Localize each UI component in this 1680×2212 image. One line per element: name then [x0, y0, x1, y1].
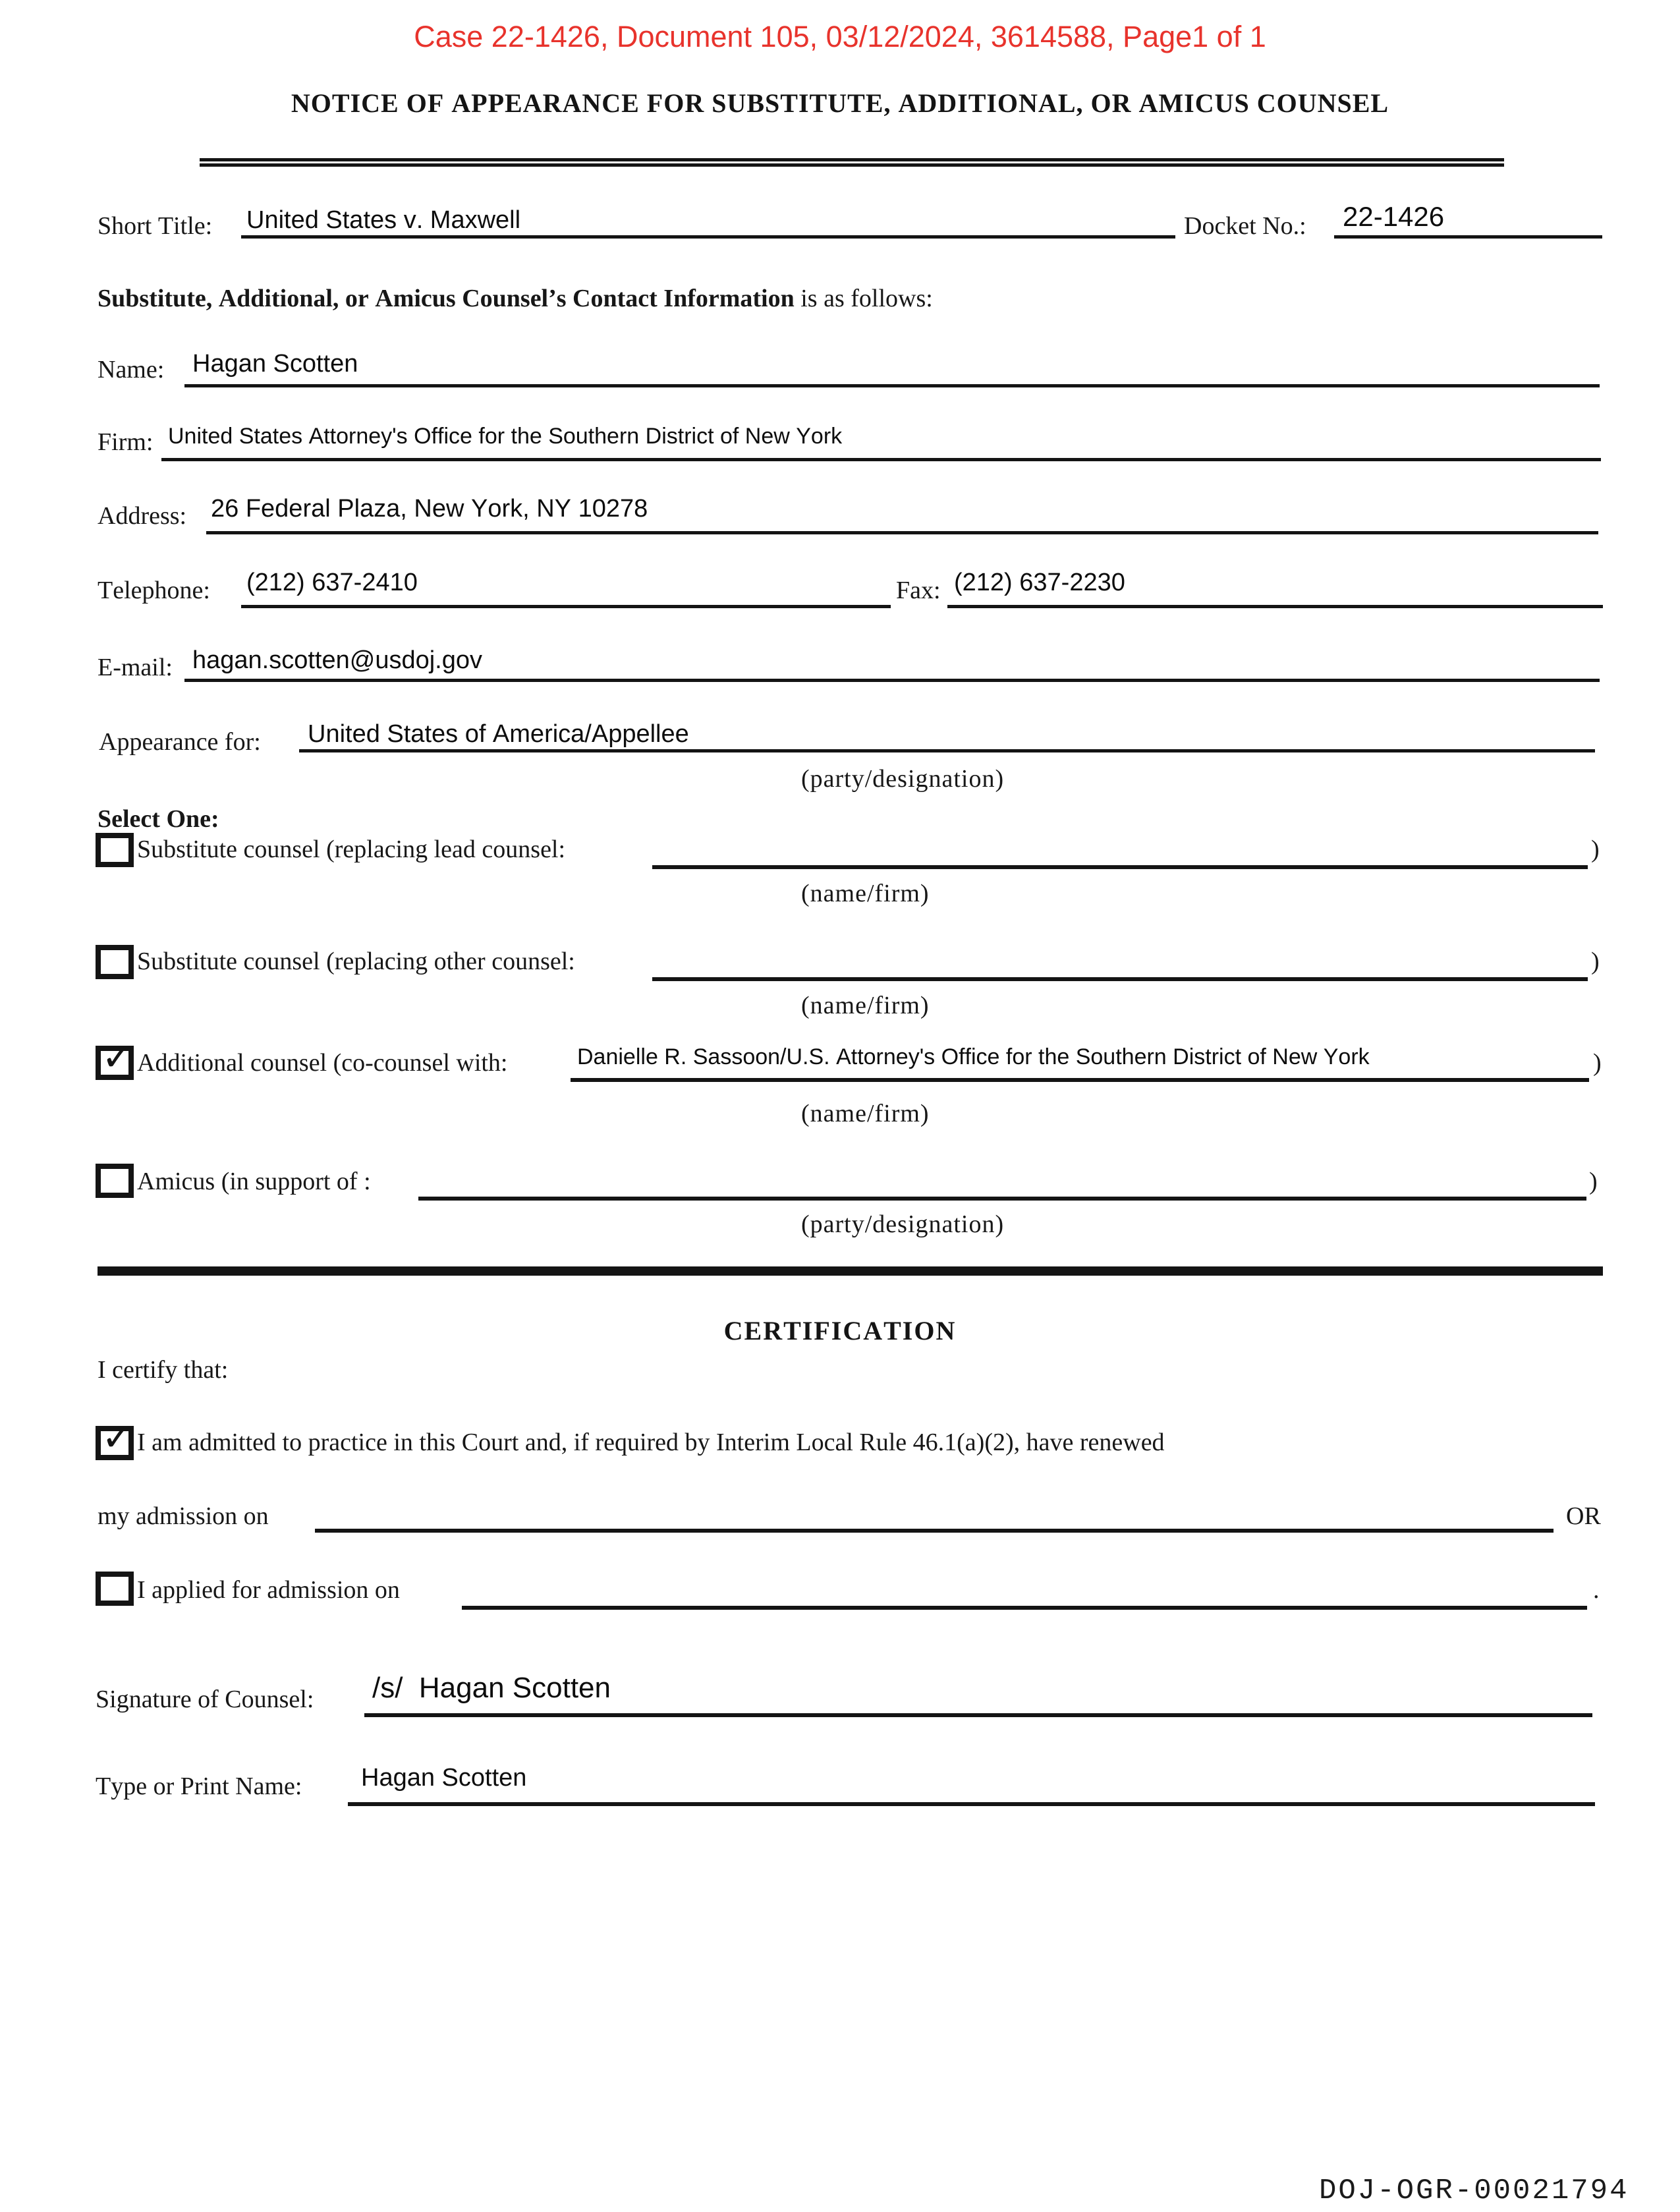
address-line[interactable]: [206, 531, 1598, 534]
name-value[interactable]: Hagan Scotten: [192, 350, 358, 378]
check-icon: ✓: [101, 1415, 134, 1460]
name-label: Name:: [98, 356, 165, 383]
certification-heading: CERTIFICATION: [723, 1316, 957, 1346]
section-rule: [98, 1266, 1603, 1276]
applied-label: I applied for admission on: [137, 1576, 400, 1604]
additional-counsel-label: Additional counsel (co-counsel with:: [137, 1049, 508, 1077]
address-value[interactable]: 26 Federal Plaza, New York, NY 10278: [211, 495, 648, 523]
email-label: E-mail:: [98, 654, 173, 681]
additional-counsel-line[interactable]: [571, 1078, 1589, 1082]
docket-line[interactable]: [1334, 235, 1602, 239]
name-line[interactable]: [184, 384, 1600, 387]
firm-value[interactable]: United States Attorney's Office for the Southern District of New York: [168, 424, 843, 449]
substitute-other-label: Substitute counsel (replacing other counsel:: [137, 948, 575, 975]
amicus-line[interactable]: [418, 1197, 1586, 1201]
substitute-lead-line[interactable]: [652, 865, 1588, 869]
substitute-other-line[interactable]: [652, 977, 1588, 981]
appearance-label: Appearance for:: [99, 728, 261, 756]
amicus-label: Amicus (in support of :: [137, 1168, 371, 1195]
contact-heading-bold: Substitute, Additional, or Amicus Counsel’s Contact Information: [98, 285, 795, 312]
telephone-value[interactable]: (212) 637-2410: [246, 569, 418, 596]
bates-number: DOJ-OGR-00021794: [1319, 2174, 1629, 2207]
print-name-value[interactable]: Hagan Scotten: [361, 1764, 527, 1792]
substitute-lead-checkbox[interactable]: [96, 833, 134, 867]
signature-label: Signature of Counsel:: [96, 1686, 314, 1713]
firm-label: Firm:: [98, 428, 154, 456]
page-title: NOTICE OF APPEARANCE FOR SUBSTITUTE, ADDITIONAL, OR AMICUS COUNSEL: [291, 88, 1389, 118]
admitted-text: I am admitted to practice in this Court and, if required by Interim Local Rule 46.1(a)(2), have renewed: [137, 1429, 1165, 1456]
name-firm-caption-3: (name/firm): [801, 1100, 930, 1127]
double-rule: [200, 158, 1504, 167]
select-one-heading: Select One:: [98, 805, 219, 833]
substitute-lead-close-paren: ): [1591, 836, 1600, 863]
fax-value[interactable]: (212) 637-2230: [954, 569, 1125, 596]
or-label: OR: [1566, 1502, 1601, 1530]
my-admission-line[interactable]: [315, 1529, 1554, 1533]
certify-intro: I certify that:: [98, 1356, 229, 1384]
short-title-label: Short Title:: [98, 212, 213, 240]
contact-heading-rest: is as follows:: [794, 285, 933, 312]
docket-value[interactable]: 22-1426: [1343, 201, 1445, 232]
firm-line[interactable]: [161, 458, 1601, 461]
check-icon: ✓: [101, 1035, 134, 1079]
email-line[interactable]: [184, 679, 1600, 682]
short-title-value[interactable]: United States v. Maxwell: [246, 206, 521, 234]
docket-label: Docket No.:: [1184, 212, 1306, 240]
name-firm-caption-2: (name/firm): [801, 992, 930, 1019]
applied-line[interactable]: [462, 1606, 1587, 1610]
print-name-line[interactable]: [348, 1802, 1595, 1806]
signature-line[interactable]: [364, 1713, 1592, 1717]
appearance-line[interactable]: [299, 749, 1595, 752]
telephone-label: Telephone:: [98, 577, 210, 604]
additional-counsel-checkbox[interactable]: [96, 1035, 134, 1080]
additional-counsel-value[interactable]: Danielle R. Sassoon/U.S. Attorney's Office for the Southern District of New York: [577, 1044, 1370, 1069]
my-admission-label: my admission on: [98, 1502, 269, 1530]
substitute-lead-label: Substitute counsel (replacing lead counsel:: [137, 836, 566, 863]
print-name-label: Type or Print Name:: [96, 1772, 302, 1800]
applied-period: .: [1593, 1576, 1600, 1604]
amicus-checkbox[interactable]: [96, 1164, 134, 1198]
case-stamp: Case 22-1426, Document 105, 03/12/2024, 3614588, Page1 of 1: [414, 20, 1266, 53]
party-designation-caption-2: (party/designation): [801, 1210, 1005, 1238]
name-firm-caption-1: (name/firm): [801, 880, 930, 907]
admitted-checkbox[interactable]: [96, 1415, 134, 1460]
amicus-close-paren: ): [1589, 1168, 1598, 1195]
substitute-other-close-paren: ): [1591, 948, 1600, 975]
fax-line[interactable]: [947, 605, 1603, 608]
address-label: Address:: [98, 502, 187, 530]
telephone-line[interactable]: [241, 605, 891, 608]
appearance-value[interactable]: United States of America/Appellee: [308, 720, 689, 748]
applied-checkbox[interactable]: [96, 1572, 134, 1606]
email-value[interactable]: hagan.scotten@usdoj.gov: [192, 646, 482, 674]
short-title-line[interactable]: [241, 235, 1175, 239]
substitute-other-checkbox[interactable]: [96, 945, 134, 979]
signature-value[interactable]: /s/ Hagan Scotten: [372, 1672, 611, 1704]
fax-label: Fax:: [896, 577, 941, 604]
party-designation-caption: (party/designation): [801, 765, 1005, 793]
contact-heading: [98, 285, 933, 314]
additional-counsel-close-paren: ): [1593, 1049, 1602, 1077]
